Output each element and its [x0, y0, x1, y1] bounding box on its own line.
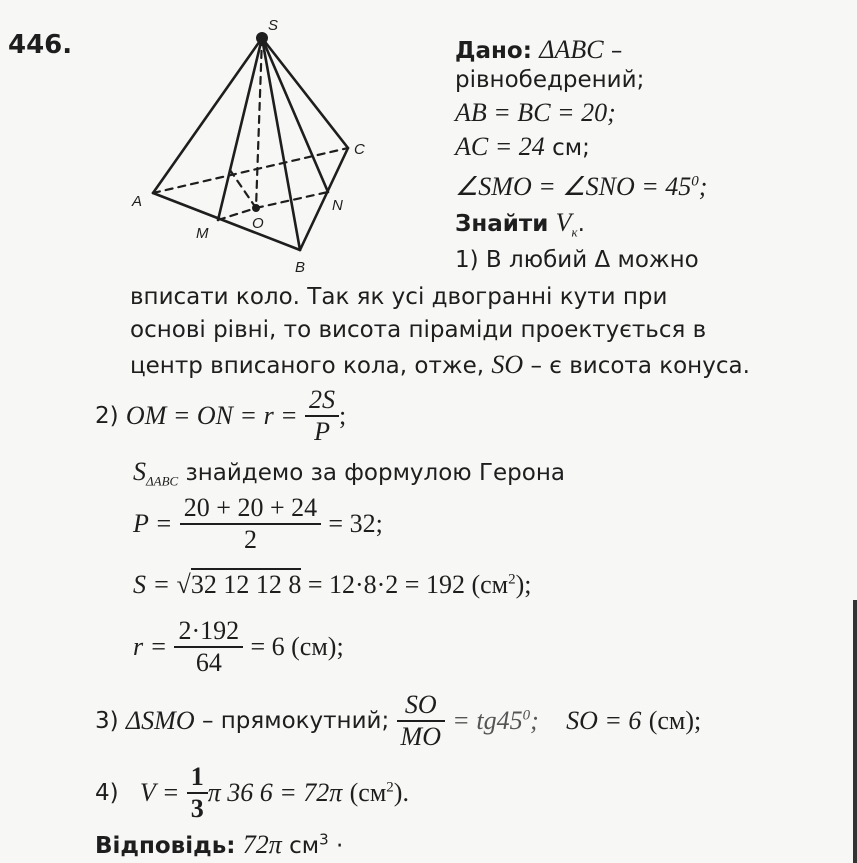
- given-line-4: [455, 132, 590, 162]
- p-rhs: = 32;: [328, 509, 383, 538]
- step1-line-2: вписати коло. Так як усі двогранні кути при: [130, 284, 668, 310]
- triangle-abc: ΔABC: [539, 35, 604, 64]
- s-unit: (см: [471, 570, 509, 599]
- s-radicand: 32 12 12 8: [190, 570, 302, 599]
- find-sub: к: [571, 224, 578, 240]
- page-edge-shadow: [853, 600, 857, 863]
- r-frac-den: 64: [195, 648, 222, 677]
- given-line-2: рівнобедрений;: [455, 67, 645, 93]
- answer-label: Відповідь:: [95, 833, 236, 859]
- heron-line: [133, 457, 565, 490]
- ac-equation: AC = 24: [455, 132, 545, 161]
- step3-text: – прямокутний;: [201, 708, 390, 734]
- given-line-5-end: ;: [698, 172, 708, 201]
- find-label: Знайти: [455, 211, 549, 237]
- v-unit-sup: 2: [386, 779, 394, 796]
- step2-num: 2): [95, 403, 119, 429]
- v-unit-end: ).: [393, 778, 409, 807]
- tan-fraction: [397, 690, 445, 752]
- answer-unit-sup: 3: [319, 830, 329, 849]
- step1-line-1: 1) В любий Δ можно: [455, 247, 699, 273]
- slant-sn: [262, 38, 328, 192]
- step3-num: 3): [95, 708, 119, 734]
- label-n: N: [332, 197, 343, 214]
- radius-line: [133, 616, 344, 678]
- line-ao: [230, 170, 256, 208]
- edge-sc: [262, 38, 348, 148]
- s-sub: ΔABC: [146, 473, 179, 489]
- v-fraction: [187, 762, 208, 824]
- tg-sup: 0: [522, 707, 531, 724]
- given-line-5: [455, 172, 707, 202]
- r-rhs: = 6 (см);: [250, 632, 344, 661]
- radius-frac-num: 2S: [305, 385, 339, 417]
- v-frac-den: 3: [190, 794, 204, 823]
- tan-frac-num: SO: [397, 690, 445, 722]
- given-line-1: [455, 35, 622, 65]
- find-end: .: [577, 211, 585, 237]
- v-unit-text: (см: [349, 778, 387, 807]
- step2-formula: [95, 385, 346, 447]
- find-var: V: [555, 208, 572, 237]
- step1-line-4: [130, 350, 750, 380]
- so-value: SO = 6: [566, 706, 642, 735]
- v-rest: π 36 6 = 72π: [207, 778, 343, 807]
- so-unit: (см);: [648, 706, 702, 735]
- p-frac-num: 20 + 20 + 24: [180, 493, 321, 525]
- pyramid-figure: [120, 10, 390, 280]
- r-frac-num: 2·192: [174, 616, 243, 648]
- given-label: Дано:: [455, 38, 532, 64]
- label-b: B: [295, 259, 306, 276]
- apex-s-dot: [256, 32, 268, 44]
- perimeter-line: [133, 493, 383, 555]
- step4-line: [95, 762, 409, 824]
- dash: –: [610, 38, 623, 64]
- triangle-smo: ΔSMO: [125, 706, 195, 735]
- edge-sb: [262, 38, 300, 250]
- step1-line-4c: – є висота конуса.: [530, 353, 750, 379]
- p-lhs: P =: [133, 509, 173, 538]
- step4-num: 4): [95, 780, 119, 806]
- tg-end: ;: [530, 706, 539, 735]
- answer-unit: см: [289, 833, 320, 859]
- answer-value: 72π: [242, 830, 282, 859]
- label-m: M: [196, 225, 209, 242]
- area-line: [133, 570, 532, 600]
- step1-line-3: основі рівні, то висота піраміди проектується в: [130, 317, 707, 343]
- s-unit-end: );: [515, 570, 532, 599]
- line-mo: [218, 208, 256, 220]
- answer-line: [95, 830, 343, 860]
- radius-frac-den: P: [314, 417, 330, 446]
- angle-equation: ∠SMO = ∠SNO = 45: [455, 172, 692, 201]
- heron-text: знайдемо за формулою Герона: [185, 460, 565, 486]
- label-c: C: [354, 141, 365, 158]
- r-lhs: r =: [133, 632, 168, 661]
- s-unit-sup: 2: [508, 571, 516, 588]
- step2-end: ;: [339, 401, 347, 430]
- answer-end: ·: [335, 833, 344, 859]
- edge-sa: [153, 38, 262, 193]
- ac-unit: см;: [552, 135, 590, 161]
- radius-equation: OM = ON = r =: [125, 401, 298, 430]
- tg-text: = tg45: [452, 706, 523, 735]
- p-fraction: [180, 493, 321, 555]
- tg-value: [452, 706, 538, 735]
- given-line-3: AB = BC = 20;: [455, 98, 616, 127]
- so-label: SO: [491, 350, 524, 379]
- degree-sup: 0: [691, 173, 699, 190]
- v-frac-num: 1: [187, 762, 208, 794]
- label-a: A: [132, 193, 143, 210]
- center-o-dot: [252, 204, 260, 212]
- find-line: [455, 208, 585, 241]
- slant-sm: [218, 38, 262, 220]
- radius-fraction: [305, 385, 339, 447]
- tan-frac-den: MO: [400, 722, 441, 751]
- step3-line: [95, 690, 701, 752]
- step1-line-4a: центр вписаного кола, отже,: [130, 353, 485, 379]
- s-lhs: S = √: [133, 570, 191, 599]
- r-fraction: [174, 616, 243, 678]
- s-label: S: [133, 457, 146, 486]
- edge-ab: [153, 193, 300, 250]
- p-frac-den: 2: [243, 525, 257, 554]
- v-unit: [350, 778, 409, 807]
- label-o: O: [252, 215, 264, 232]
- label-s: S: [268, 17, 279, 34]
- v-lhs: V =: [139, 778, 180, 807]
- s-rhs: = 12·8·2 = 192: [307, 570, 465, 599]
- problem-number: 446.: [8, 30, 73, 60]
